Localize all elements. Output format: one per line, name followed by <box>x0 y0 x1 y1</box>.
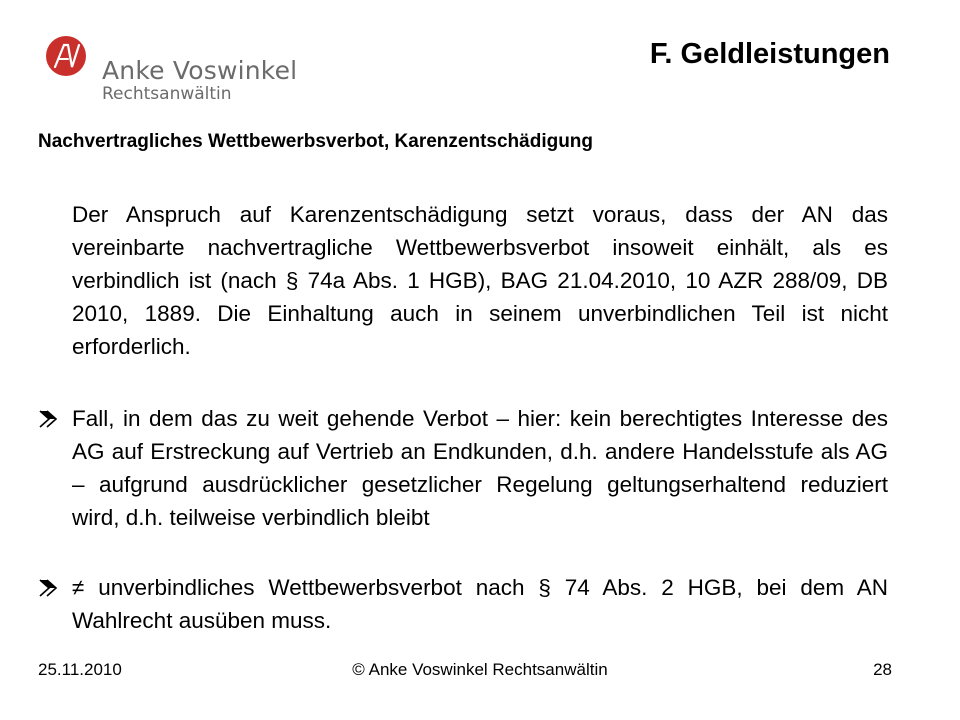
bullet-text: Fall, in dem das zu weit gehende Verbot – hier: kein berechtigtes Interesse des AG auf Erstreckung auf Vertrieb an Endkunden, d.h. andere Handelsstufe als AG – aufgrund ausdrücklicher gesetzlicher Regelung geltungserhaltend reduziert wird, d.h. teilweise verbindlich bleibt <box>72 406 888 530</box>
slide-title: F. Geldleistungen <box>649 38 890 70</box>
body-paragraph: Der Anspruch auf Karenzentschädigung setzt voraus, dass der AN das vereinbarte nachvertragliche Wettbewerbsverbot insoweit einhält, als es verbindlich ist (nach § 74a Abs. 1 HGB), BAG 21.04.2010, 10 AZR 288/09, DB 2010, 1889. Die Einhaltung auch in seinem unverbindlichen Teil ist nicht erforderlich. <box>72 202 888 359</box>
bullet-text: ≠ unverbindliches Wettbewerbsverbot nach § 74 Abs. 2 HGB, bei dem AN Wahlrecht ausüben muss. <box>72 575 888 633</box>
arrow-bullet-icon <box>38 410 58 428</box>
slide-subtitle: Nachvertragliches Wettbewerbsverbot, Karenzentschädigung <box>38 131 594 152</box>
logo-mark-icon <box>46 36 86 76</box>
brand-logo <box>46 36 296 106</box>
arrow-bullet-icon <box>38 579 58 597</box>
footer-copyright: © Anke Voswinkel Rechtsanwältin <box>352 660 608 679</box>
footer-date: 25.11.2010 <box>38 660 122 679</box>
logo-name: Anke Voswinkel <box>102 56 298 85</box>
page-number: 28 <box>873 660 892 679</box>
logo-subtitle: Rechtsanwältin <box>102 84 232 104</box>
